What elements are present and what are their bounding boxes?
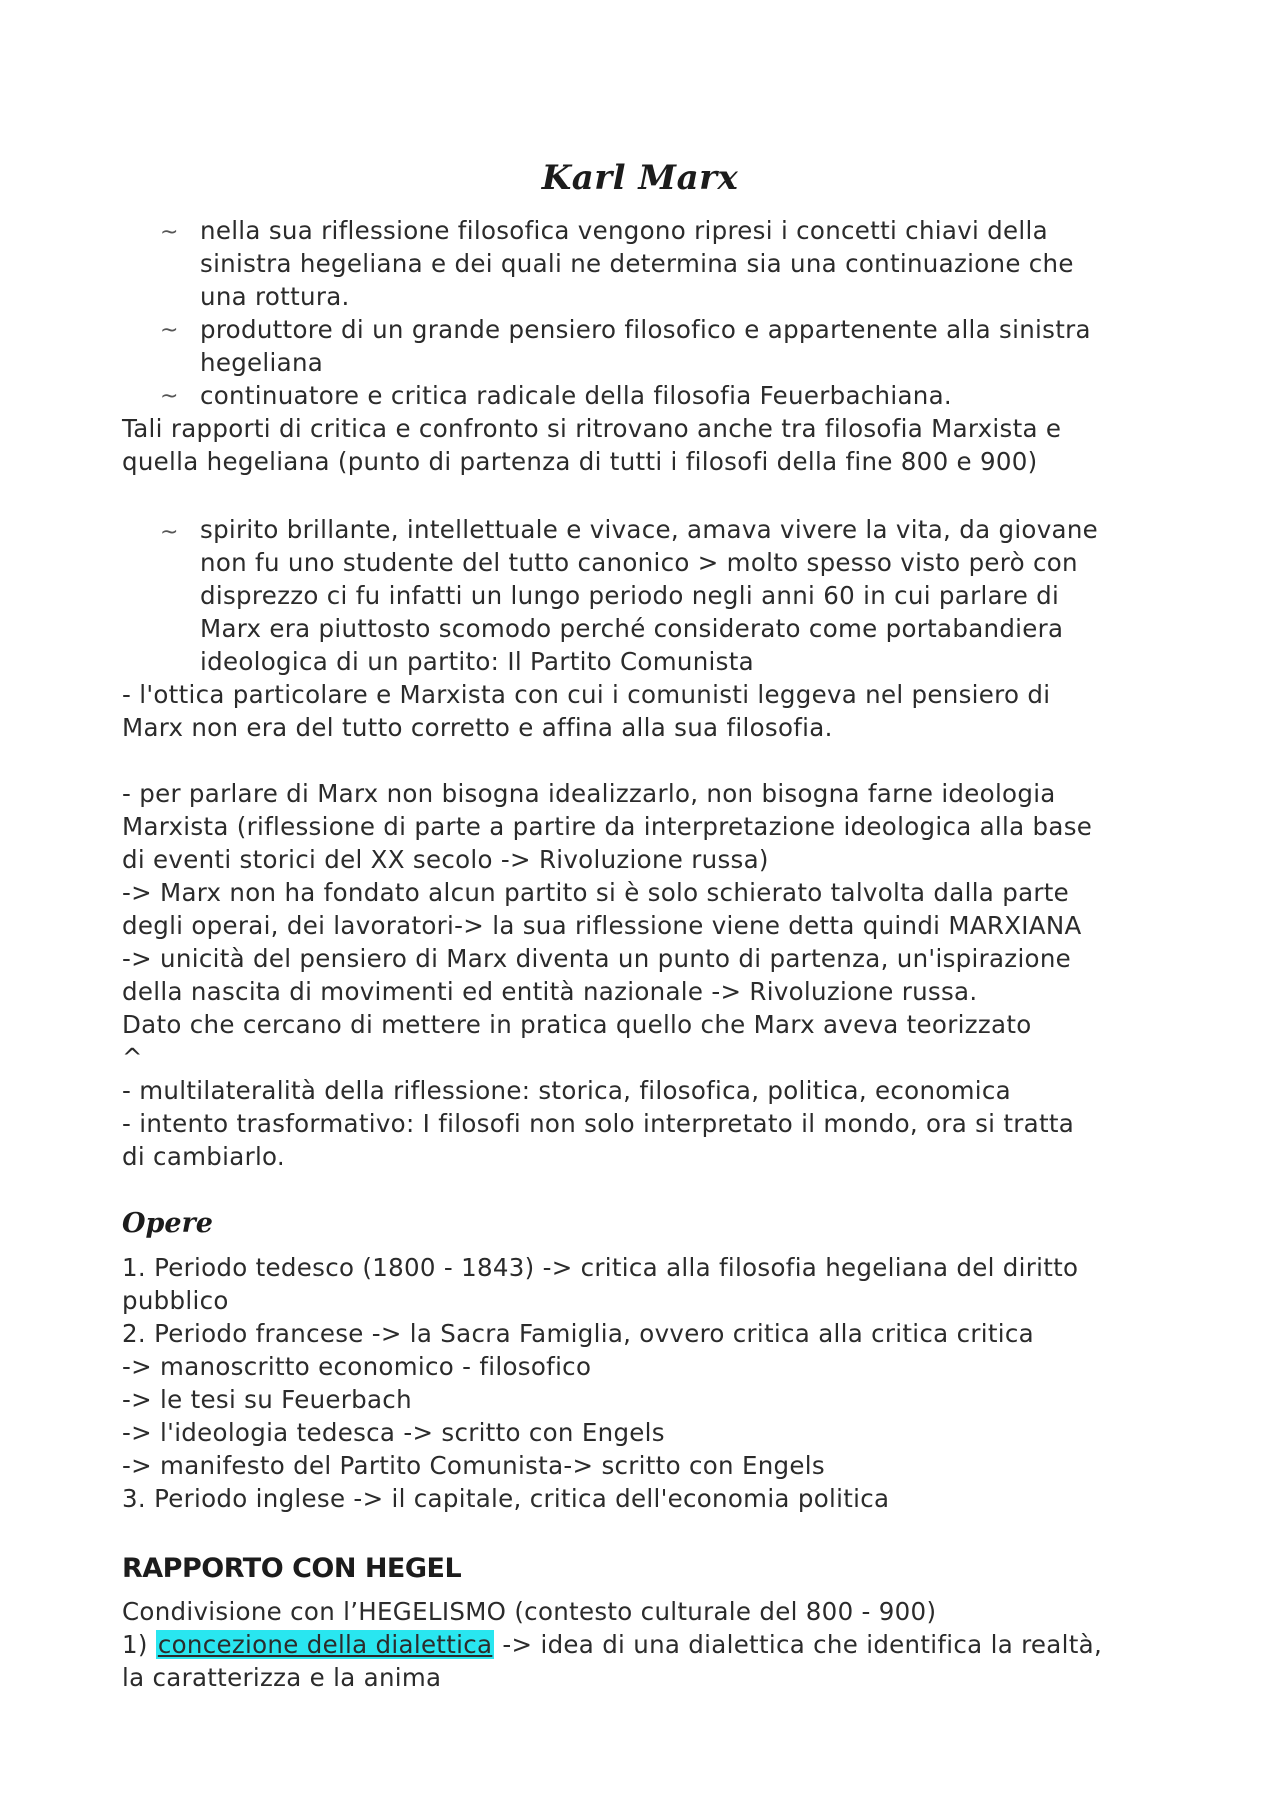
paragraph-line: di eventi storici del XX secolo -> Rivoluzione russa) (122, 845, 769, 874)
opere-line: -> le tesi su Feuerbach (122, 1385, 412, 1414)
highlighted-term: concezione della dialettica (157, 1630, 493, 1659)
opere-line: -> l'ideologia tedesca -> scritto con Engels (122, 1418, 665, 1447)
paragraph-line: -> unicità del pensiero di Marx diventa un punto di partenza, un'ispirazione (122, 944, 1072, 973)
bullet-text: disprezzo ci fu infatti un lungo periodo negli anni 60 in cui parlare di (200, 581, 1060, 610)
paragraph-line: - l'ottica particolare e Marxista con cui i comunisti leggeva nel pensiero di (122, 680, 1051, 709)
section-heading-opere: Opere (122, 1208, 213, 1239)
item-prefix: 1) (122, 1630, 156, 1659)
paragraph-line: Marxista (riflessione di parte a partire da interpretazione ideologica alla base (122, 812, 1093, 841)
bullet-text: non fu uno studente del tutto canonico > molto spesso visto però con (200, 548, 1078, 577)
opere-line: pubblico (122, 1286, 229, 1315)
paragraph-line: -> Marx non ha fondato alcun partito si è solo schierato talvolta dalla parte (122, 878, 1070, 907)
item-rest: -> idea di una dialettica che identifica la realtà, (494, 1630, 1103, 1659)
bullet-text: sinistra hegeliana e dei quali ne determina sia una continuazione che (200, 249, 1074, 278)
opere-line: 1. Periodo tedesco (1800 - 1843) -> critica alla filosofia hegeliana del diritto (122, 1253, 1079, 1282)
bullet-glyph: ~ (160, 220, 179, 245)
opere-line: 3. Periodo inglese -> il capitale, critica dell'economia politica (122, 1484, 890, 1513)
paragraph-line: - multilateralità della riflessione: storica, filosofica, politica, economica (122, 1076, 1011, 1105)
paragraph-line: Marx non era del tutto corretto e affina alla sua filosofia. (122, 713, 833, 742)
page-title: Karl Marx (541, 158, 739, 198)
bullet-text: spirito brillante, intellettuale e vivace, amava vivere la vita, da giovane (200, 515, 1099, 544)
paragraph-line: Dato che cercano di mettere in pratica quello che Marx aveva teorizzato (122, 1010, 1032, 1039)
bullet-text: hegeliana (200, 348, 324, 377)
bullet-glyph: ~ (160, 520, 179, 545)
opere-line: -> manoscritto economico - filosofico (122, 1352, 592, 1381)
hegel-line: Condivisione con l’HEGELISMO (contesto culturale del 800 - 900) (122, 1597, 937, 1626)
paragraph-line: - intento trasformativo: I filosofi non solo interpretato il mondo, ora si tratta (122, 1109, 1075, 1138)
paragraph-line: della nascita di movimenti ed entità nazionale -> Rivoluzione russa. (122, 977, 978, 1006)
bullet-text: produttore di un grande pensiero filosofico e appartenente alla sinistra (200, 315, 1091, 344)
bullet-glyph: ~ (160, 384, 179, 409)
opere-line: -> manifesto del Partito Comunista-> scritto con Engels (122, 1451, 825, 1480)
bullet-text: nella sua riflessione filosofica vengono ripresi i concetti chiavi della (200, 216, 1048, 245)
hegel-item (122, 1628, 1102, 1661)
bullet-text: ideologica di un partito: Il Partito Comunista (200, 647, 754, 676)
hegel-line: la caratterizza e la anima (122, 1663, 442, 1692)
paragraph-line: degli operai, dei lavoratori-> la sua riflessione viene detta quindi MARXIANA (122, 911, 1082, 940)
paragraph-line: quella hegeliana (punto di partenza di tutti i filosofi della fine 800 e 900) (122, 447, 1038, 476)
section-heading-hegel: RAPPORTO CON HEGEL (122, 1553, 462, 1584)
paragraph-line: di cambiarlo. (122, 1142, 285, 1171)
bullet-text: una rottura. (200, 282, 350, 311)
bullet-glyph: ~ (160, 318, 179, 343)
paragraph-line: ^ (122, 1043, 143, 1072)
paragraph-line: - per parlare di Marx non bisogna idealizzarlo, non bisogna farne ideologia (122, 779, 1056, 808)
opere-line: 2. Periodo francese -> la Sacra Famiglia, ovvero critica alla critica critica (122, 1319, 1034, 1348)
paragraph-line: Tali rapporti di critica e confronto si ritrovano anche tra filosofia Marxista e (122, 414, 1062, 443)
bullet-text: Marx era piuttosto scomodo perché considerato come portabandiera (200, 614, 1064, 643)
bullet-text: continuatore e critica radicale della filosofia Feuerbachiana. (200, 381, 953, 410)
